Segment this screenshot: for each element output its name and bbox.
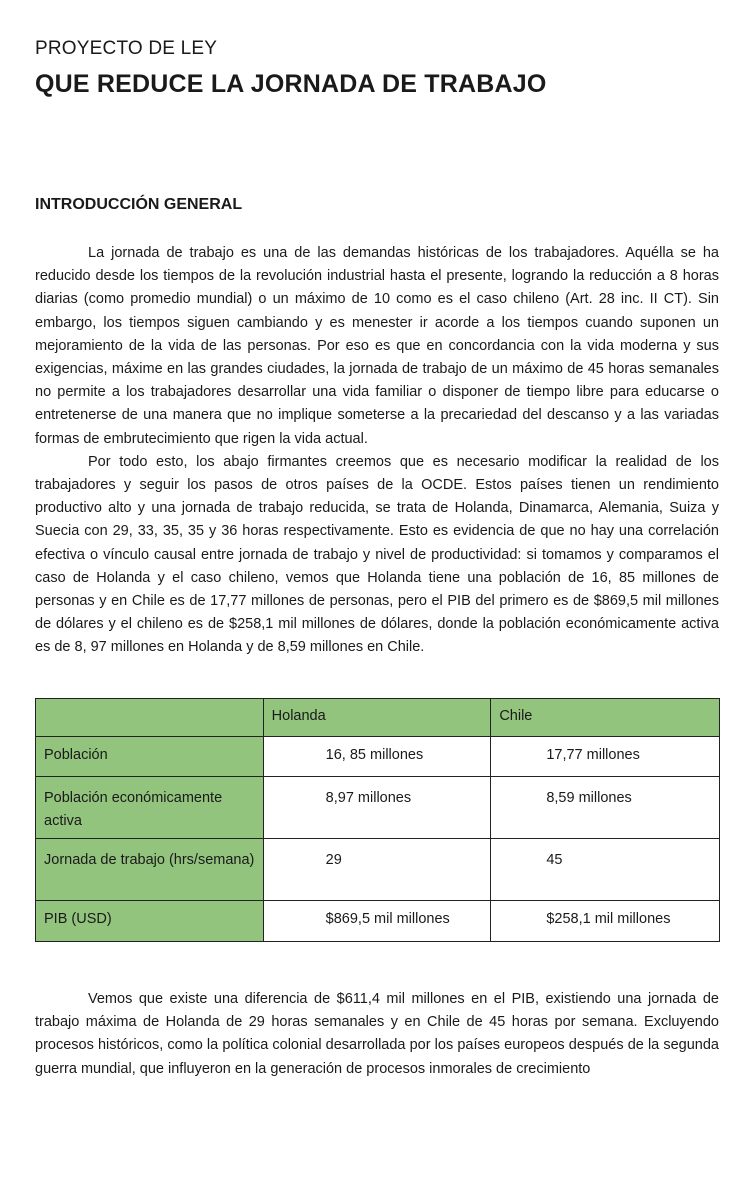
document-title: QUE REDUCE LA JORNADA DE TRABAJO <box>35 70 547 98</box>
table-cell: 29 <box>263 839 491 901</box>
table-cell: 17,77 millones <box>491 737 720 777</box>
table-cell: $258,1 mil millones <box>491 901 720 942</box>
paragraph: Por todo esto, los abajo firmantes creemos que es necesario modificar la realidad de los trabajadores y seguir los pasos de otros países de la OCDE. Estos países tienen un rendimiento productivo alto y una jornada de trabajo reducida, se trata de Holanda, Dinamarca, Alemania, Suiza y Suecia con 29, 33, 35, 35 y 36 horas respectivamente. Esto es evidencia de que no hay una correlación efectiva o vínculo causal entre jornada de trabajo y nivel de productividad: si tomamos y comparamos el caso de Holanda y el caso chileno, vemos que Holanda tiene una población de 16, 85 millones de personas y en Chile es de 17,77 millones de personas, pero el PIB del primero es de $869,5 mil millones de dólares y el chileno es de $258,1 mil millones de dólares, donde la población económicamente activa es de 8, 97 millones en Holanda y de 8,59 millones en Chile. <box>35 453 719 656</box>
table-header-cell: Holanda <box>263 699 491 737</box>
table-row <box>36 777 720 839</box>
table-cell: 8,97 millones <box>263 777 491 839</box>
table-row <box>36 839 720 901</box>
table-cell: 8,59 millones <box>491 777 720 839</box>
table-header-row <box>36 699 720 737</box>
row-label: Población económicamente activa <box>36 777 264 839</box>
paragraph: La jornada de trabajo es una de las demandas históricas de los trabajadores. Aquélla se ha reducido desde los tiempos de la revolución industrial hasta el presente, logrando la reducción a 8 horas diarias (como promedio mundial) o un máximo de 10 como es el caso chileno (Art. 28 inc. II CT). Sin embargo, los tiempos siguen cambiando y es menester ir acorde a los tiempos cuando suponen un mejoramiento de la vida de las personas. Por eso es que en concordancia con la vida moderna y sus exigencias, máxime en las grandes ciudades, la jornada de trabajo de un máximo de 45 horas semanales no permite a los trabajadores desarrollar una vida familiar o disponer de tiempo libre para educarse o entretenerse de una manera que no implique someterse a la precariedad del descanso y a las variadas formas de embrutecimiento que rigen la vida actual. <box>35 245 719 447</box>
paragraph: Vemos que existe una diferencia de $611,4 mil millones en el PIB, existiendo una jornada de trabajo máxima de Holanda de 29 horas semanales y en Chile de 45 horas por semana. Excluyendo procesos históricos, como la política colonial desarrollada por los países europeos después de la segunda guerra mundial, que influyeron en la generación de procesos inmorales de crecimiento <box>35 991 719 1077</box>
table-cell: 16, 85 millones <box>263 737 491 777</box>
conclusion-body <box>35 988 719 1081</box>
table-header-cell <box>36 699 264 737</box>
table-cell: $869,5 mil millones <box>263 901 491 942</box>
row-label: Población <box>36 737 264 777</box>
table-cell: 45 <box>491 839 720 901</box>
row-label: PIB (USD) <box>36 901 264 942</box>
document-kicker: PROYECTO DE LEY <box>35 38 218 59</box>
table-row <box>36 737 720 777</box>
row-label: Jornada de trabajo (hrs/semana) <box>36 839 264 901</box>
section-heading: INTRODUCCIÓN GENERAL <box>35 196 243 213</box>
intro-body <box>35 242 719 660</box>
table-header-cell: Chile <box>491 699 720 737</box>
comparison-table <box>35 698 720 942</box>
table-row <box>36 901 720 942</box>
